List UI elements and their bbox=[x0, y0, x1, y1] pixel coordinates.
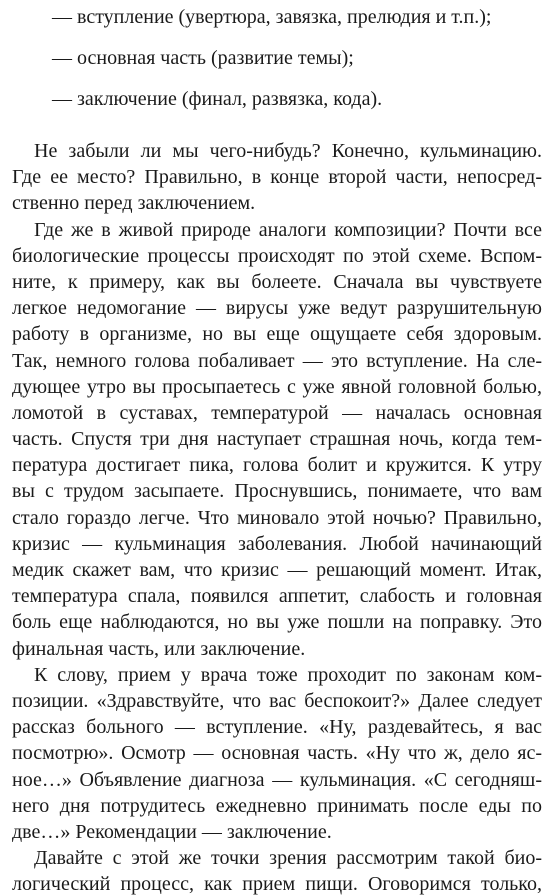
text-line: К слову, прием у врача тоже проходит по законам ком- bbox=[34, 663, 542, 686]
text-line: ломотой в суставах, температурой — началась основная bbox=[12, 401, 542, 424]
list-item: — основная часть (развитие темы); bbox=[52, 47, 354, 69]
text-line: ственно перед заключением. bbox=[12, 192, 256, 215]
text-line: две…» Рекомендации — заключение. bbox=[12, 820, 332, 843]
text-line: ное…» Объявление диагноза — кульминация. «С сегодняш- bbox=[12, 768, 542, 791]
text-line: рассказ больного — вступление. «Ну, раздевайтесь, я вас bbox=[12, 716, 542, 739]
list-item: — вступление (увертюра, завязка, прелюдия и т.п.); bbox=[52, 6, 492, 28]
text-line: медик скажет вам, что кризис — решающий момент. Итак, bbox=[12, 559, 542, 581]
text-line: логический процесс, как прием пищи. Оговоримся только, bbox=[12, 873, 542, 896]
body-text bbox=[12, 138, 542, 896]
text-line: температура спала, появился аппетит, слабость и головная bbox=[12, 585, 542, 608]
text-line: пература достигает пика, голова болит и кружится. К утру bbox=[12, 454, 542, 477]
text-line: дующее утро вы просыпаетесь с уже явной головной болью, bbox=[12, 375, 542, 398]
text-line: работу в организме, но вы еще ощущаете себя здоровым. bbox=[12, 323, 542, 346]
paragraph bbox=[12, 845, 542, 896]
text-line: Где ее место? Правильно, в конце второй части, непосред- bbox=[12, 166, 542, 189]
text-line: финальная часть, или заключение. bbox=[12, 637, 306, 660]
composition-list bbox=[52, 4, 491, 127]
text-line: посмотрю». Осмотр — основная часть. «Ну что ж, дело яс- bbox=[12, 742, 542, 765]
list-item: — заключение (финал, развязка, кода). bbox=[52, 88, 383, 110]
text-line: вы с трудом засыпаете. Проснувшись, понимаете, что вам bbox=[12, 480, 542, 503]
text-line: ните, к примеру, как вы болеете. Сначала вы чувствуете bbox=[12, 270, 542, 293]
text-line: Давайте с этой же точки зрения рассмотрим такой био- bbox=[34, 847, 542, 870]
text-line: Не забыли ли мы чего-нибудь? Конечно, кульминацию. bbox=[34, 140, 542, 162]
text-line: стало гораздо легче. Что миновало этой ночью? Правильно, bbox=[12, 506, 542, 529]
text-line: биологические процессы происходят по этой схеме. Вспом- bbox=[12, 244, 542, 267]
text-line: него дня потрудитесь ежедневно принимать после еды по bbox=[12, 794, 542, 817]
paragraph bbox=[12, 138, 542, 217]
text-line: часть. Спустя три дня наступает страшная ночь, когда тем- bbox=[12, 428, 542, 451]
text-line: боль еще наблюдаются, но вы уже пошли на поправку. Это bbox=[12, 611, 542, 634]
text-line: Так, немного голова побаливает — это вступление. На сле- bbox=[12, 349, 542, 372]
paragraph bbox=[12, 217, 542, 662]
text-line: Где же в живой природе аналоги композиции? Почти все bbox=[34, 218, 542, 241]
text-line: кризис — кульминация заболевания. Любой начинающий bbox=[12, 532, 542, 555]
text-line: легкое недомогание — вирусы уже ведут разрушительную bbox=[12, 297, 542, 320]
paragraph bbox=[12, 662, 542, 845]
text-line: позиции. «Здравствуйте, что вас беспокоит?» Далее следует bbox=[12, 689, 542, 712]
